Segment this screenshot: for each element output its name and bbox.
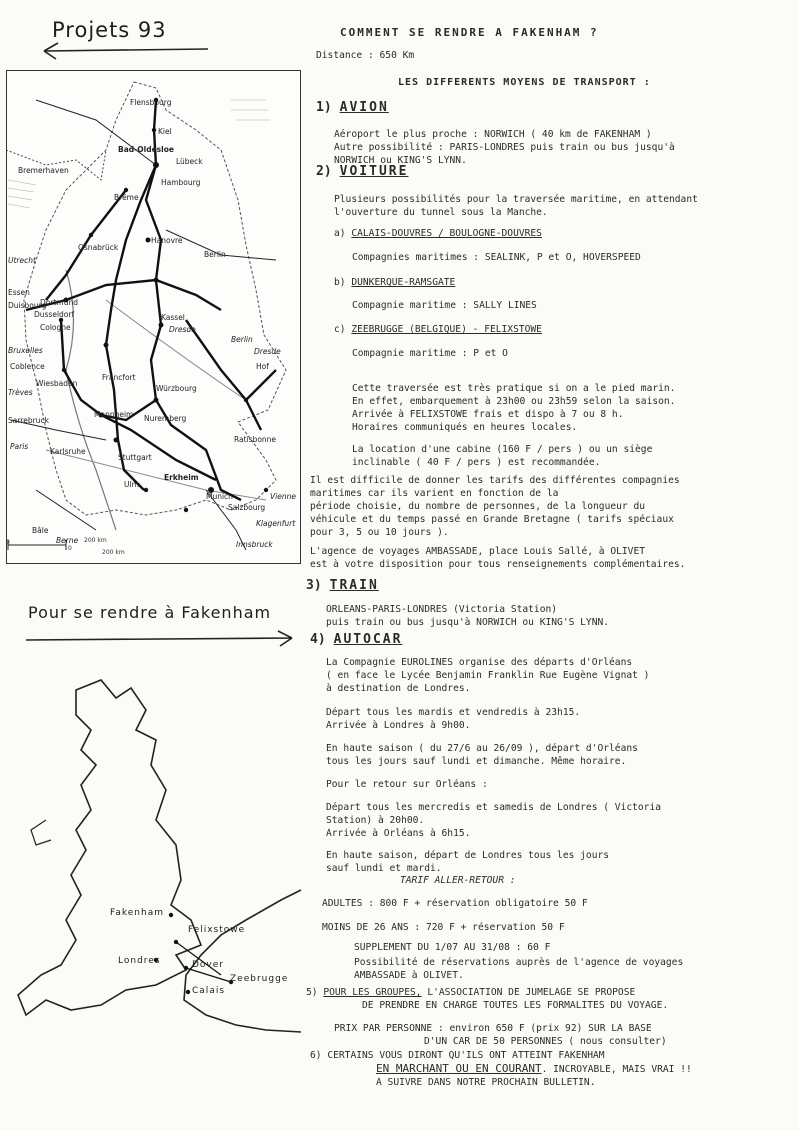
text-line: . INCROYABLE, MAIS VRAI !! (541, 1064, 692, 1075)
projets-title: Projets 93 (52, 18, 167, 42)
voiture-intro (334, 193, 698, 219)
map-label: Hof (256, 362, 269, 371)
text-line: Autre possibilité : PARIS-LONDRES puis train ou bus jusqu'à (334, 142, 675, 153)
voiture-c-para2 (352, 443, 652, 469)
map-label: Stuttgart (118, 453, 152, 462)
text-line: pour 3, 5 ou 10 jours ). (310, 527, 449, 538)
map-label: Bremerhaven (18, 166, 69, 175)
text-line: maritimes car ils varient en fonction de la (310, 488, 559, 499)
text-line: Station) à 20h00. (326, 815, 425, 826)
autocar-p6 (326, 849, 609, 875)
map-label: Hanovre (151, 236, 183, 245)
text-line: En haute saison ( du 27/6 au 26/09 ), départ d'Orléans (326, 743, 638, 754)
text-line: inclinable ( 40 F / pers ) est recommandée. (352, 457, 601, 468)
map-label: Salzbourg (228, 503, 266, 512)
voiture-c-heading (334, 323, 542, 336)
map-label: Dresde (169, 325, 196, 334)
map-label: Karlsruhe (50, 447, 86, 456)
map-label: Trèves (8, 388, 33, 397)
map-label: Flensbourg (130, 98, 172, 107)
section-title: TRAIN (329, 578, 379, 593)
section-title: AVION (339, 100, 389, 115)
map-label: Fakenham (110, 908, 164, 918)
section-title: POUR LES GROUPES, (323, 987, 422, 998)
section-number: 5) (306, 987, 318, 998)
map-label: Vienne (270, 492, 296, 501)
map-label: Essen (8, 288, 30, 297)
map-label: Dortmund (40, 298, 78, 307)
map-label: Mannheim (94, 410, 134, 419)
map-label: Berne (56, 536, 79, 545)
text-line: véhicule et du temps passé en Grande Bretagne ( tarifs spéciaux (310, 514, 674, 525)
text-line: puis train ou bus jusqu'à NORWICH ou KING'S LYNN. (326, 617, 610, 628)
map-label: Kiel (158, 127, 172, 136)
map-label: Utrecht (8, 256, 36, 265)
text-line: CERTAINS VOUS DIRONT QU'ILS ONT ATTEINT FAKENHAM (327, 1050, 605, 1061)
section-title: VOITURE (339, 164, 409, 179)
route-title: DUNKERQUE-RAMSGATE (351, 277, 456, 288)
text-line: En effet, embarquement à 23h00 ou 23h59 selon la saison. (352, 396, 676, 407)
section-certains (310, 1049, 692, 1089)
section-number: 3) (306, 578, 322, 593)
text-line: Cette traversée est très pratique si on a le pied marin. (352, 383, 676, 394)
autocar-p4: Pour le retour sur Orléans : (326, 779, 488, 790)
text-line: PRIX PAR PERSONNE : environ 650 F (prix 92) SUR LA BASE (334, 1023, 652, 1034)
autocar-p2 (326, 706, 580, 732)
text-line: Arrivée à Orléans à 6h15. (326, 828, 471, 839)
section-autocar-heading (310, 632, 402, 647)
text-line: Arrivée à FELIXSTOWE frais et dispo à 7 ou 8 h. (352, 409, 624, 420)
map-label: Nuremberg (144, 414, 187, 423)
item-prefix: c) (334, 324, 346, 335)
pour-se-rendre-title: Pour se rendre à Fakenham (28, 603, 272, 622)
germany-map-labels (6, 70, 302, 565)
text-line: période choisie, du nombre de personnes, de la longueur du (310, 501, 646, 512)
map-label: Osnabrück (78, 243, 119, 252)
item-prefix: b) (334, 277, 346, 288)
train-text (326, 603, 609, 629)
map-label: Erkheim (164, 473, 199, 482)
transport-subtitle: LES DIFFERENTS MOYENS DE TRANSPORT : (398, 77, 651, 88)
text-line: sauf lundi et mardi. (326, 863, 442, 874)
uk-map-labels (6, 670, 302, 1100)
text-line: NORWICH ou KING'S LYNN. (334, 155, 467, 166)
map-label: Zeebrugge (230, 974, 289, 984)
section-groupes (306, 986, 668, 1012)
tarif-title: TARIF ALLER-RETOUR : (400, 875, 516, 886)
map-label: Ulm (124, 480, 139, 489)
text-line: Horaires communiqués en heures locales. (352, 422, 578, 433)
map-label: Coblence (10, 362, 45, 371)
text-line: Départ tous les mardis et vendredis à 23h15. (326, 707, 581, 718)
autocar-p1 (326, 656, 649, 695)
map-label: Wiesbaden (36, 379, 78, 388)
section-number: 2) (316, 164, 332, 179)
distance: Distance : 650 Km (316, 50, 415, 61)
tarif-moins-26: MOINS DE 26 ANS : 720 F + réservation 50 F (322, 922, 565, 933)
map-label: Francfort (102, 373, 136, 382)
text-line: Il est difficile de donner les tarifs des différentes compagnies (310, 475, 680, 486)
map-label: Dusseldorf (34, 310, 75, 319)
text-line: tous les jours sauf lundi et dimanche. Même horaire. (326, 756, 627, 767)
text-line: D'UN CAR DE 50 PERSONNES ( nous consulter) (424, 1036, 667, 1047)
map-label: Berlin (231, 335, 253, 344)
emphasis-text: EN MARCHANT OU EN COURANT (376, 1062, 542, 1075)
svg-text:0: 0 (6, 539, 10, 546)
text-line: AMBASSADE à OLIVET. (354, 970, 464, 981)
map-label: Bâle (32, 526, 49, 535)
route-title: CALAIS-DOUVRES / BOULOGNE-DOUVRES (351, 228, 542, 239)
avion-text (334, 128, 675, 167)
section-number: 6) (310, 1050, 322, 1061)
svg-text:0: 0 (68, 545, 72, 552)
map-label: Cologne (40, 323, 71, 332)
text-line: L'agence de voyages AMBASSADE, place Louis Sallé, à OLIVET (310, 546, 646, 557)
text-line: A SUIVRE DANS NOTRE PROCHAIN BULLETIN. (376, 1077, 596, 1088)
text-line: Départ tous les mercredis et samedis de Londres ( Victoria (326, 802, 662, 813)
map-label: Paris (10, 442, 29, 451)
text-line: La location d'une cabine (160 F / pers ) ou un siège (352, 444, 653, 455)
text-line: Arrivée à Londres à 9h00. (326, 720, 471, 731)
map-label: Berlin (204, 250, 226, 259)
text-line: L'ASSOCIATION DE JUMELAGE SE PROPOSE (421, 987, 636, 998)
text-line: l'ouverture du tunnel sous la Manche. (334, 207, 548, 218)
map-label: Kassel (161, 313, 185, 322)
text-line: La Compagnie EUROLINES organise des départs d'Orléans (326, 657, 633, 668)
text-line: à destination de Londres. (326, 683, 471, 694)
page-title: COMMENT SE RENDRE A FAKENHAM ? (340, 26, 599, 39)
text-line: Possibilité de réservations auprès de l'agence de voyages (354, 957, 684, 968)
map-label: Dover (192, 960, 224, 970)
text-line: ORLEANS-PARIS-LONDRES (Victoria Station) (326, 604, 558, 615)
text-line: ( en face le Lycée Benjamin Franklin Rue Eugène Vignat ) (326, 670, 650, 681)
map-label: Hambourg (161, 178, 201, 187)
map-label: Londres (118, 956, 161, 966)
map-label: Innsbruck (236, 540, 273, 549)
voiture-c-para1 (352, 382, 675, 434)
text-line: DE PRENDRE EN CHARGE TOUTES LES FORMALITES DU VOYAGE. (362, 1000, 669, 1011)
section-number: 1) (316, 100, 332, 115)
map-label: Brême (114, 193, 139, 202)
arrow-right-icon (22, 630, 312, 652)
svg-text:200 km: 200 km (84, 537, 107, 544)
map-label: Bad-Oldesloe (118, 145, 174, 154)
voiture-a-heading (334, 227, 542, 240)
tarif-supplement: SUPPLEMENT DU 1/07 AU 31/08 : 60 F (354, 942, 551, 953)
section-voiture-heading (316, 164, 408, 179)
map-label: Ratisbonne (234, 435, 277, 444)
map-label: Munich (206, 492, 233, 501)
map-label: Sarrebruck (8, 416, 49, 425)
route-title: ZEEBRUGGE (BELGIQUE) - FELIXSTOWE (351, 324, 542, 335)
section-number: 4) (310, 632, 326, 647)
autocar-resa (354, 956, 683, 982)
voiture-b-heading (334, 276, 455, 289)
item-prefix: a) (334, 228, 346, 239)
map-label: Dresde (254, 347, 281, 356)
voiture-a-companies: Compagnies maritimes : SEALINK, P et O, HOVERSPEED (352, 252, 641, 263)
text-line: Plusieurs possibilités pour la traversée maritime, en attendant (334, 194, 698, 205)
autocar-p5 (326, 801, 661, 840)
map-label: Klagenfurt (256, 519, 296, 528)
map-label: Würzbourg (156, 384, 197, 393)
voiture-b-companies: Compagnie maritime : SALLY LINES (352, 300, 537, 311)
text-line: Aéroport le plus proche : NORWICH ( 40 km de FAKENHAM ) (334, 129, 652, 140)
voiture-c-companies: Compagnie maritime : P et O (352, 348, 508, 359)
section-avion-heading (316, 100, 389, 115)
text-line: est à votre disposition pour tous renseignements complémentaires. (310, 559, 686, 570)
arrow-left-icon (36, 40, 211, 62)
section-train-heading (306, 578, 379, 593)
text-line: En haute saison, départ de Londres tous les jours (326, 850, 610, 861)
voiture-agence (310, 545, 685, 571)
map-label: Lübeck (176, 157, 203, 166)
map-label: Calais (192, 986, 226, 996)
map-label: Duisbourg (8, 301, 47, 310)
map-label: Bruxelles (8, 346, 43, 355)
voiture-tarifs (310, 474, 680, 539)
autocar-p3 (326, 742, 638, 768)
tarif-adultes: ADULTES : 800 F + réservation obligatoire 50 F (322, 898, 588, 909)
section-title: AUTOCAR (333, 632, 403, 647)
map-label: Felixstowe (188, 925, 246, 935)
svg-text:200 km: 200 km (102, 549, 125, 556)
groupes-prix (334, 1022, 667, 1048)
